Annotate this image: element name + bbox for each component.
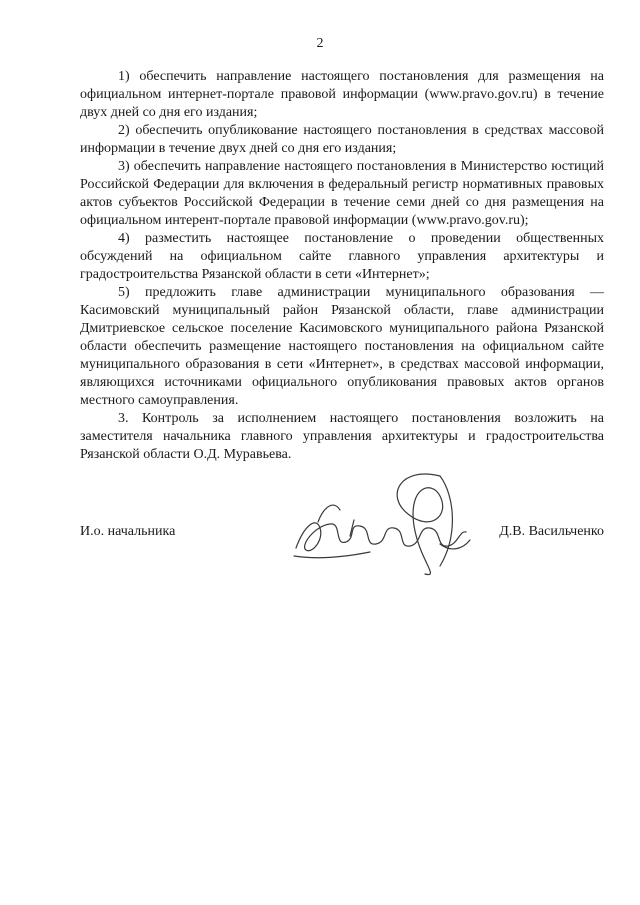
paragraph-item-4: 4) разместить настоящее постановление о проведении общественных обсуждений на официальном сайте главного управления архитектуры и градостроительства Рязанской области в сети «Интернет»; xyxy=(80,231,604,282)
paragraph-control-clause: 3. Контроль за исполнением настоящего постановления возложить на заместителя начальника главного управления архитектуры и градостроительства Рязанской области О.Д. Муравьева. xyxy=(80,411,604,462)
handwritten-signature-icon xyxy=(290,466,480,581)
signer-name: Д.В. Васильченко xyxy=(499,524,604,539)
paragraph-item-2: 2) обеспечить опубликование настоящего постановления в средствах массовой информации в течение двух дней со дня его издания; xyxy=(80,123,604,156)
signer-title: И.о. начальника xyxy=(80,524,176,539)
paragraph-item-3: 3) обеспечить направление настоящего постановления в Министерство юстиций Российской Федерации для включения в федеральный регистр нормативных правовых актов субъектов Российской Федерации в течение семи дней со дня размещения на официальном интерент-портале правовой информации (www.pravo.gov.ru); xyxy=(80,159,604,228)
signature-block xyxy=(80,516,604,576)
document-body xyxy=(80,68,604,464)
page-number: 2 xyxy=(316,36,324,51)
paragraph-item-5: 5) предложить главе администрации муниципального образования — Касимовский муниципальный район Рязанской области, главе администрации Дмитриевское сельское поселение Касимовского муниципального района Рязанской области обеспечить размещение настоящего постановления на официальном сайте муниципального образования в сети «Интернет», в средствах массовой информации, являющихся источниками официального опубликования правовых актов органов местного самоуправления. xyxy=(80,285,604,408)
paragraph-item-1: 1) обеспечить направление настоящего постановления для размещения на официальном интернет-портале правовой информации (www.pravo.gov.ru) в течение двух дней со дня его издания; xyxy=(80,69,604,120)
